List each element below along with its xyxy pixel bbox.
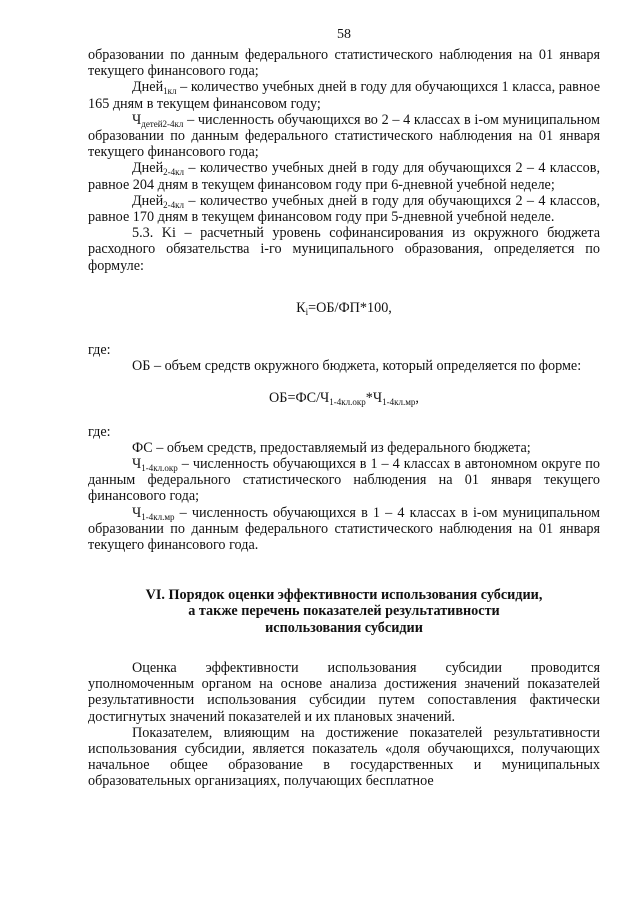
formula-text: , [415,390,419,407]
definition-text: – численность обучающихся в 1 – 4 классах в i-ом муниципальном образовании по данным федерального статистического наблюдения на 01 января текущего финансового года. [88,504,600,554]
section-heading-line: использования субсидии [265,619,423,636]
definition-students-okrug [88,456,600,505]
section-heading-line: VI. Порядок оценки эффективности использования субсидии, [145,587,543,604]
formula-text: К [296,299,306,316]
definition-text: – численность обучающихся в 1 – 4 классах в автономном округе по данным федерального статистического наблюдения на 01 января текущего финансового года; [88,456,600,505]
term-text: Ч [132,111,142,128]
section-heading [88,587,600,636]
formula-ki [88,300,600,316]
section-heading-line: а также перечень показателей результативности [188,603,500,620]
definition-fs: ФС – объем средств, предоставляемый из федерального бюджета; [132,439,531,456]
term-subscript: детей2-4кл [141,118,184,129]
term-text: Дней [132,192,164,209]
formula-text: ОБ=ФС/Ч [269,390,330,407]
term-text: Ч [132,456,142,473]
term-subscript: 2-4кл [163,167,185,178]
where-label: где: [88,423,111,440]
formula-text: *Ч [365,390,383,407]
formula-text: =ОБ/ФП*100, [308,299,392,316]
term-subscript: 2-4кл [163,199,185,210]
term-text: Ч [132,504,142,521]
clause-5-3: 5.3. Ki – расчетный уровень софинансирования из окружного бюджета расходного обязательства i-го муниципального образования, определяется по формуле: [88,225,600,274]
definition-ob: ОБ – объем средств окружного бюджета, который определяется по форме: [132,358,582,375]
term-subscript: 1кл [163,86,177,97]
where-label: где: [88,342,111,359]
document-body [88,47,600,790]
definition-text: – количество учебных дней в году для обучающихся 2 – 4 классов, равное 204 дням в текущем финансовом году при 6-дневной учебной неделе; [88,160,600,193]
term-subscript: 1-4кл.окр [141,463,178,474]
formula-subscript: 1-4кл.окр [329,397,366,408]
definition-text: – количество учебных дней в году для обучающихся 2 – 4 классов, равное 170 дням в текущем финансовом году при 5-дневной учебной неделе. [88,192,600,226]
formula-subscript: i [305,306,309,317]
paragraph-evaluation: Оценка эффективности использования субсидии проводится уполномоченным органом на основе анализа достижения значений показателей результативности использования субсидии путем сопоставления фактически достигнутых значений показателей и их плановых значений. [88,659,600,725]
paragraph-continuation: образовании по данным федерального статистического наблюдения на 01 января текущего финансового года; [88,47,600,80]
definition-days-5day-week [88,193,600,225]
formula-ob [88,390,600,406]
formula-subscript: 1-4кл.мр [382,397,416,408]
term-text: Дней [132,160,164,177]
page-number: 58 [337,27,351,42]
definition-text: – количество учебных дней в году для обучающихся 1 класса, равное 165 дням в текущем финансовом году; [88,79,600,112]
term-subscript: 1-4кл.мр [141,511,175,522]
definition-days-grade1 [88,79,600,111]
definition-students-municipal [88,505,600,554]
definition-students-grades2-4 [88,112,600,161]
definition-days-6day-week [88,160,600,192]
definition-text: – численность обучающихся во 2 – 4 классах в i-ом муниципальном образовании по данным федерального статистического наблюдения на 01 января текущего финансового года; [88,111,600,161]
paragraph-indicator: Показателем, влияющим на достижение показателей результативности использования субсидии, является показатель «доля обучающихся, получающих начальное общее образование в государственных и муниципальных образовательных организациях, получающих бесплатное [88,724,600,790]
term-text: Дней [132,79,164,96]
